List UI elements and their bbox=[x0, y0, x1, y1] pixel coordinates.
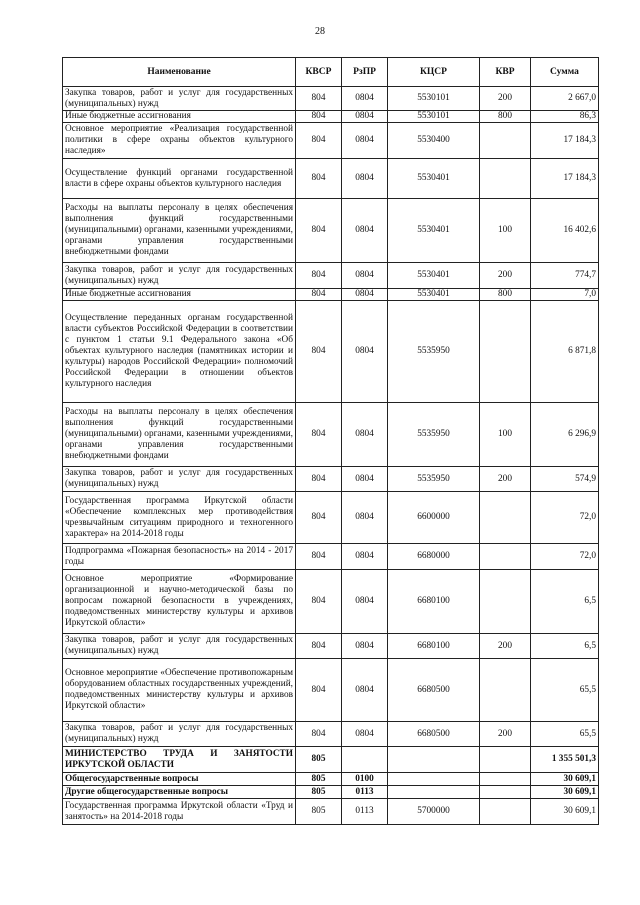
cell-kvr: 100 bbox=[480, 403, 531, 467]
cell-name: Закупка товаров, работ и услуг для государственных (муниципальных) нужд bbox=[63, 634, 296, 659]
cell-name: Основное мероприятие «Реализация государственной политики в сфере охраны объектов культурного наследия» bbox=[63, 123, 296, 159]
cell-kvr bbox=[480, 799, 531, 825]
cell-kcsr: 5530401 bbox=[388, 289, 480, 301]
table-row bbox=[63, 747, 599, 773]
table-row bbox=[63, 159, 599, 199]
cell-kvsr: 804 bbox=[296, 159, 342, 199]
cell-kcsr: 6680100 bbox=[388, 570, 480, 634]
cell-kvr bbox=[480, 786, 531, 799]
cell-kvr bbox=[480, 570, 531, 634]
cell-sum: 72,0 bbox=[531, 492, 599, 544]
cell-sum: 17 184,3 bbox=[531, 123, 599, 159]
cell-rzpr: 0113 bbox=[342, 786, 388, 799]
cell-kvr bbox=[480, 159, 531, 199]
table-row bbox=[63, 799, 599, 825]
column-header-kvr: КВР bbox=[480, 58, 531, 87]
cell-name: Иные бюджетные ассигнования bbox=[63, 111, 296, 123]
cell-sum: 17 184,3 bbox=[531, 159, 599, 199]
cell-kvsr: 804 bbox=[296, 722, 342, 747]
cell-rzpr: 0804 bbox=[342, 111, 388, 123]
table-row bbox=[63, 199, 599, 263]
cell-kcsr: 6680500 bbox=[388, 722, 480, 747]
cell-kvsr: 804 bbox=[296, 659, 342, 722]
table-row bbox=[63, 722, 599, 747]
cell-rzpr: 0804 bbox=[342, 544, 388, 570]
table-row bbox=[63, 634, 599, 659]
table-row bbox=[63, 289, 599, 301]
cell-name: Закупка товаров, работ и услуг для государственных (муниципальных) нужд bbox=[63, 722, 296, 747]
column-header-kcsr: КЦСР bbox=[388, 58, 480, 87]
cell-name: Закупка товаров, работ и услуг для государственных (муниципальных) нужд bbox=[63, 87, 296, 111]
cell-name: Подпрограмма «Пожарная безопасность» на 2014 - 2017 годы bbox=[63, 544, 296, 570]
cell-name: Другие общегосударственные вопросы bbox=[63, 786, 296, 799]
cell-rzpr: 0804 bbox=[342, 159, 388, 199]
cell-rzpr bbox=[342, 747, 388, 773]
cell-rzpr: 0804 bbox=[342, 659, 388, 722]
column-header-kvsr: КВСР bbox=[296, 58, 342, 87]
cell-rzpr: 0804 bbox=[342, 634, 388, 659]
cell-rzpr: 0113 bbox=[342, 799, 388, 825]
cell-kvr bbox=[480, 492, 531, 544]
table-header-row bbox=[63, 58, 599, 87]
table-row bbox=[63, 263, 599, 289]
cell-kcsr bbox=[388, 747, 480, 773]
cell-sum: 86,3 bbox=[531, 111, 599, 123]
cell-rzpr: 0804 bbox=[342, 123, 388, 159]
cell-sum: 65,5 bbox=[531, 722, 599, 747]
table-row bbox=[63, 301, 599, 403]
column-header-rzpr: РзПР bbox=[342, 58, 388, 87]
cell-sum: 1 355 501,3 bbox=[531, 747, 599, 773]
cell-kvr: 800 bbox=[480, 111, 531, 123]
table-row bbox=[63, 111, 599, 123]
cell-sum: 6,5 bbox=[531, 570, 599, 634]
cell-kcsr bbox=[388, 773, 480, 786]
cell-kvsr: 805 bbox=[296, 773, 342, 786]
cell-kvr: 800 bbox=[480, 289, 531, 301]
cell-kcsr: 5535950 bbox=[388, 403, 480, 467]
cell-name: Расходы на выплаты персоналу в целях обеспечения выполнения функций государственными (муниципальными) органами, казенными учреждениями, органами управления государственными внебюджетными фондами bbox=[63, 199, 296, 263]
table-row bbox=[63, 659, 599, 722]
cell-kvsr: 804 bbox=[296, 123, 342, 159]
cell-sum: 6,5 bbox=[531, 634, 599, 659]
cell-name: Государственная программа Иркутской области «Обеспечение комплексных мер противодействия чрезвычайным ситуациям природного и техногенного характера» на 2014-2018 годы bbox=[63, 492, 296, 544]
cell-kvsr: 805 bbox=[296, 786, 342, 799]
cell-rzpr: 0804 bbox=[342, 199, 388, 263]
cell-rzpr: 0804 bbox=[342, 492, 388, 544]
cell-rzpr: 0804 bbox=[342, 301, 388, 403]
cell-kvr bbox=[480, 773, 531, 786]
cell-kvsr: 804 bbox=[296, 570, 342, 634]
cell-kcsr: 5535950 bbox=[388, 467, 480, 492]
cell-kvr bbox=[480, 123, 531, 159]
cell-kvsr: 804 bbox=[296, 634, 342, 659]
cell-kvsr: 804 bbox=[296, 301, 342, 403]
cell-sum: 72,0 bbox=[531, 544, 599, 570]
cell-sum: 30 609,1 bbox=[531, 773, 599, 786]
cell-kcsr: 5530101 bbox=[388, 111, 480, 123]
cell-kvr: 200 bbox=[480, 722, 531, 747]
cell-kvsr: 804 bbox=[296, 403, 342, 467]
cell-kcsr: 6600000 bbox=[388, 492, 480, 544]
column-header-sum: Сумма bbox=[531, 58, 599, 87]
cell-kcsr: 6680100 bbox=[388, 634, 480, 659]
table-row bbox=[63, 492, 599, 544]
cell-sum: 6 296,9 bbox=[531, 403, 599, 467]
cell-name: Общегосударственные вопросы bbox=[63, 773, 296, 786]
cell-kcsr: 6680000 bbox=[388, 544, 480, 570]
cell-sum: 16 402,6 bbox=[531, 199, 599, 263]
cell-kvsr: 804 bbox=[296, 111, 342, 123]
page-number: 28 bbox=[315, 26, 325, 37]
cell-kvr bbox=[480, 544, 531, 570]
cell-kvsr: 804 bbox=[296, 87, 342, 111]
cell-name: Основное мероприятие «Формирование организационной и научно-методической базы по вопросам пожарной безопасности в учреждениях, подведомственных министерству культуры и архивов Иркутской области» bbox=[63, 570, 296, 634]
cell-kvsr: 804 bbox=[296, 467, 342, 492]
column-header-name: Наименование bbox=[63, 58, 296, 87]
table-row bbox=[63, 570, 599, 634]
cell-rzpr: 0100 bbox=[342, 773, 388, 786]
cell-kvr bbox=[480, 301, 531, 403]
cell-name: Расходы на выплаты персоналу в целях обеспечения выполнения функций государственными (муниципальными) органами, казенными учреждениями, органами управления государственными внебюджетными фондами bbox=[63, 403, 296, 467]
cell-sum: 774,7 bbox=[531, 263, 599, 289]
cell-kcsr: 6680500 bbox=[388, 659, 480, 722]
cell-kvsr: 804 bbox=[296, 199, 342, 263]
cell-sum: 574,9 bbox=[531, 467, 599, 492]
cell-kcsr: 5535950 bbox=[388, 301, 480, 403]
table-row bbox=[63, 123, 599, 159]
cell-name: Закупка товаров, работ и услуг для государственных (муниципальных) нужд bbox=[63, 467, 296, 492]
table-row bbox=[63, 403, 599, 467]
cell-kvsr: 805 bbox=[296, 799, 342, 825]
cell-name: Иные бюджетные ассигнования bbox=[63, 289, 296, 301]
cell-sum: 7,0 bbox=[531, 289, 599, 301]
cell-kvr bbox=[480, 659, 531, 722]
cell-sum: 6 871,8 bbox=[531, 301, 599, 403]
cell-kvsr: 804 bbox=[296, 492, 342, 544]
cell-sum: 30 609,1 bbox=[531, 799, 599, 825]
cell-kcsr: 5530401 bbox=[388, 199, 480, 263]
cell-rzpr: 0804 bbox=[342, 403, 388, 467]
cell-kcsr: 5700000 bbox=[388, 799, 480, 825]
budget-table bbox=[62, 57, 599, 825]
cell-sum: 65,5 bbox=[531, 659, 599, 722]
cell-rzpr: 0804 bbox=[342, 570, 388, 634]
cell-kvr bbox=[480, 747, 531, 773]
cell-name: Закупка товаров, работ и услуг для государственных (муниципальных) нужд bbox=[63, 263, 296, 289]
cell-rzpr: 0804 bbox=[342, 467, 388, 492]
cell-kcsr: 5530401 bbox=[388, 263, 480, 289]
cell-name: Основное мероприятие «Обеспечение противопожарным оборудованием областных государственных учреждений, подведомственных министерству культуры и архивов Иркутской области» bbox=[63, 659, 296, 722]
table-row bbox=[63, 87, 599, 111]
cell-name: Осуществление функций органами государственной власти в сфере охраны объектов культурного наследия bbox=[63, 159, 296, 199]
cell-name: Государственная программа Иркутской области «Труд и занятость» на 2014-2018 годы bbox=[63, 799, 296, 825]
cell-rzpr: 0804 bbox=[342, 289, 388, 301]
cell-sum: 30 609,1 bbox=[531, 786, 599, 799]
cell-kcsr: 5530400 bbox=[388, 123, 480, 159]
cell-kcsr: 5530101 bbox=[388, 87, 480, 111]
cell-kvr: 200 bbox=[480, 87, 531, 111]
cell-sum: 2 667,0 bbox=[531, 87, 599, 111]
table-row bbox=[63, 773, 599, 786]
table-row bbox=[63, 786, 599, 799]
cell-name: МИНИСТЕРСТВО ТРУДА И ЗАНЯТОСТИ ИРКУТСКОЙ ОБЛАСТИ bbox=[63, 747, 296, 773]
cell-kvsr: 805 bbox=[296, 747, 342, 773]
cell-name: Осуществление переданных органам государственной власти субъектов Российской Федерации в соответствии с пунктом 1 статьи 9.1 Федерального закона «Об объектах культурного наследия (памятниках истории и культуры) народов Российской Федерации» полномочий Российской Федерации в отношении объектов культурного наследия bbox=[63, 301, 296, 403]
cell-kvr: 100 bbox=[480, 199, 531, 263]
cell-rzpr: 0804 bbox=[342, 87, 388, 111]
table-row bbox=[63, 544, 599, 570]
cell-kcsr bbox=[388, 786, 480, 799]
cell-kcsr: 5530401 bbox=[388, 159, 480, 199]
table-row bbox=[63, 467, 599, 492]
cell-rzpr: 0804 bbox=[342, 263, 388, 289]
cell-rzpr: 0804 bbox=[342, 722, 388, 747]
cell-kvsr: 804 bbox=[296, 289, 342, 301]
cell-kvr: 200 bbox=[480, 263, 531, 289]
cell-kvr: 200 bbox=[480, 467, 531, 492]
cell-kvsr: 804 bbox=[296, 263, 342, 289]
cell-kvsr: 804 bbox=[296, 544, 342, 570]
cell-kvr: 200 bbox=[480, 634, 531, 659]
